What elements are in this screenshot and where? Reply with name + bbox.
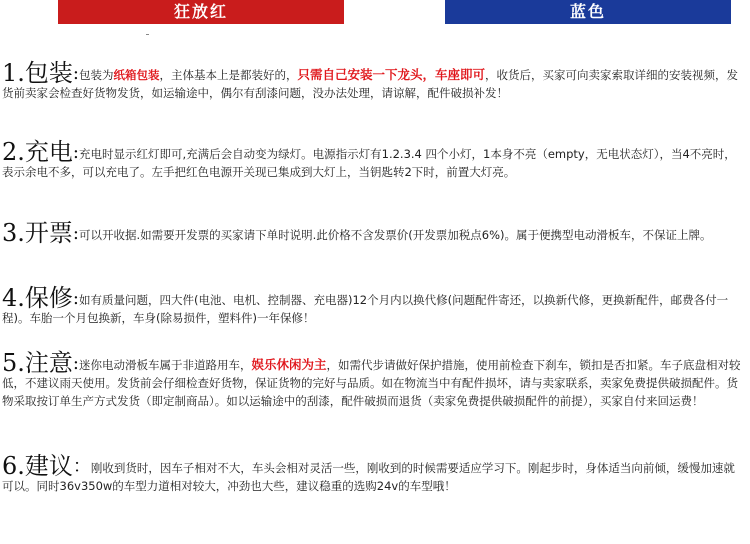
section-heading: 2.充电 (2, 138, 73, 166)
section-charging (2, 138, 746, 181)
text-run: 包装为 (78, 68, 114, 82)
section-notice (2, 349, 746, 410)
section-advice (2, 452, 746, 495)
text-run: ，如需代步请做好保护措施，使用前检查下刹车，锁扣是否扣紧。车子底盘相对较低，不建议雨天使用。发货前会仔细检查好货物，保证货物的完好与品质。如在物流当中有配件损坏，请与卖家联系，卖家免费提供破损配件。货物采取按订单生产方式发货（即定制商品）。如以运输途中的刮漆，配件破损而退货（卖家免费提供破损配件的前提），买家自付来回运费！ (2, 358, 741, 408)
section-paragraph (2, 59, 746, 102)
text-run: 可以开收据.如需要开发票的买家请下单时说明.此价格不含发票价(开发票加税点6%)。属于便携型电动滑板车，不保证上牌。 (78, 228, 712, 242)
section-warranty (2, 284, 746, 327)
heading-colon: : (72, 288, 79, 309)
section-paragraph (2, 219, 746, 247)
color-tabs (0, 0, 750, 28)
heading-colon: : (72, 142, 79, 163)
highlight-text: 娱乐休闲为主 (251, 357, 327, 372)
section-paragraph (2, 452, 746, 495)
section-packaging (2, 59, 746, 102)
heading-colon: : (72, 63, 79, 84)
divider-dot (146, 34, 149, 35)
heading-colon: : (72, 353, 79, 374)
highlight-text: 纸箱包装 (113, 68, 160, 82)
section-heading: 6.建议 (2, 452, 73, 480)
section-heading: 4.保修 (2, 284, 73, 312)
text-run: 刚收到货时，因车子相对不大，车头会相对灵活一些，刚收到的时候需要适应学习下。刚起步时，身体适当向前倾，缓慢加速就可以。同时36v350w的车型力道相对较大，冲劲也大些，建议稳重的选购24v的车型哦！ (2, 461, 735, 493)
text-run: 迷你电动滑板车属于非道路用车， (78, 358, 252, 372)
highlight-text: 只需自己安装一下龙头，车座即可 (297, 67, 485, 82)
section-paragraph (2, 349, 746, 410)
text-run: 充电时显示红灯即可,充满后会自动变为绿灯。电源指示灯有1.2.3.4 四个小灯，1本身不亮（empty，无电状态灯），当4不亮时，表示余电不多，可以充电了。左手把红色电源开关现已集成到大灯上，当钥匙转2下时，前置大灯亮。 (2, 147, 736, 179)
section-heading: 5.注意 (2, 349, 73, 377)
text-run: ，收货后，买家可向卖家索取详细的安装视频，发货前卖家会检查好货物发货，如运输途中，偶尔有刮漆问题，没办法处理，请谅解，配件破损补发！ (2, 68, 738, 100)
color-tab-red[interactable]: 狂放红 (58, 0, 344, 24)
section-heading: 3.开票 (2, 219, 73, 247)
color-tab-blue[interactable]: 蓝色 (445, 0, 731, 24)
text-run: 如有质量问题，四大件(电池、电机、控制器、充电器)12个月内以换代修(问题配件寄还，以换新代修，更换新配件，邮费各付一程)。车胎一个月包换新，车身(除易损件，塑料件)一年保修！ (2, 293, 729, 325)
heading-colon: ： (72, 456, 91, 477)
heading-colon: : (72, 223, 79, 244)
section-paragraph (2, 284, 746, 327)
section-heading: 1.包装 (2, 59, 73, 87)
section-paragraph (2, 138, 746, 181)
text-run: ，主体基本上是都装好的， (159, 68, 298, 82)
section-invoice (2, 219, 746, 247)
